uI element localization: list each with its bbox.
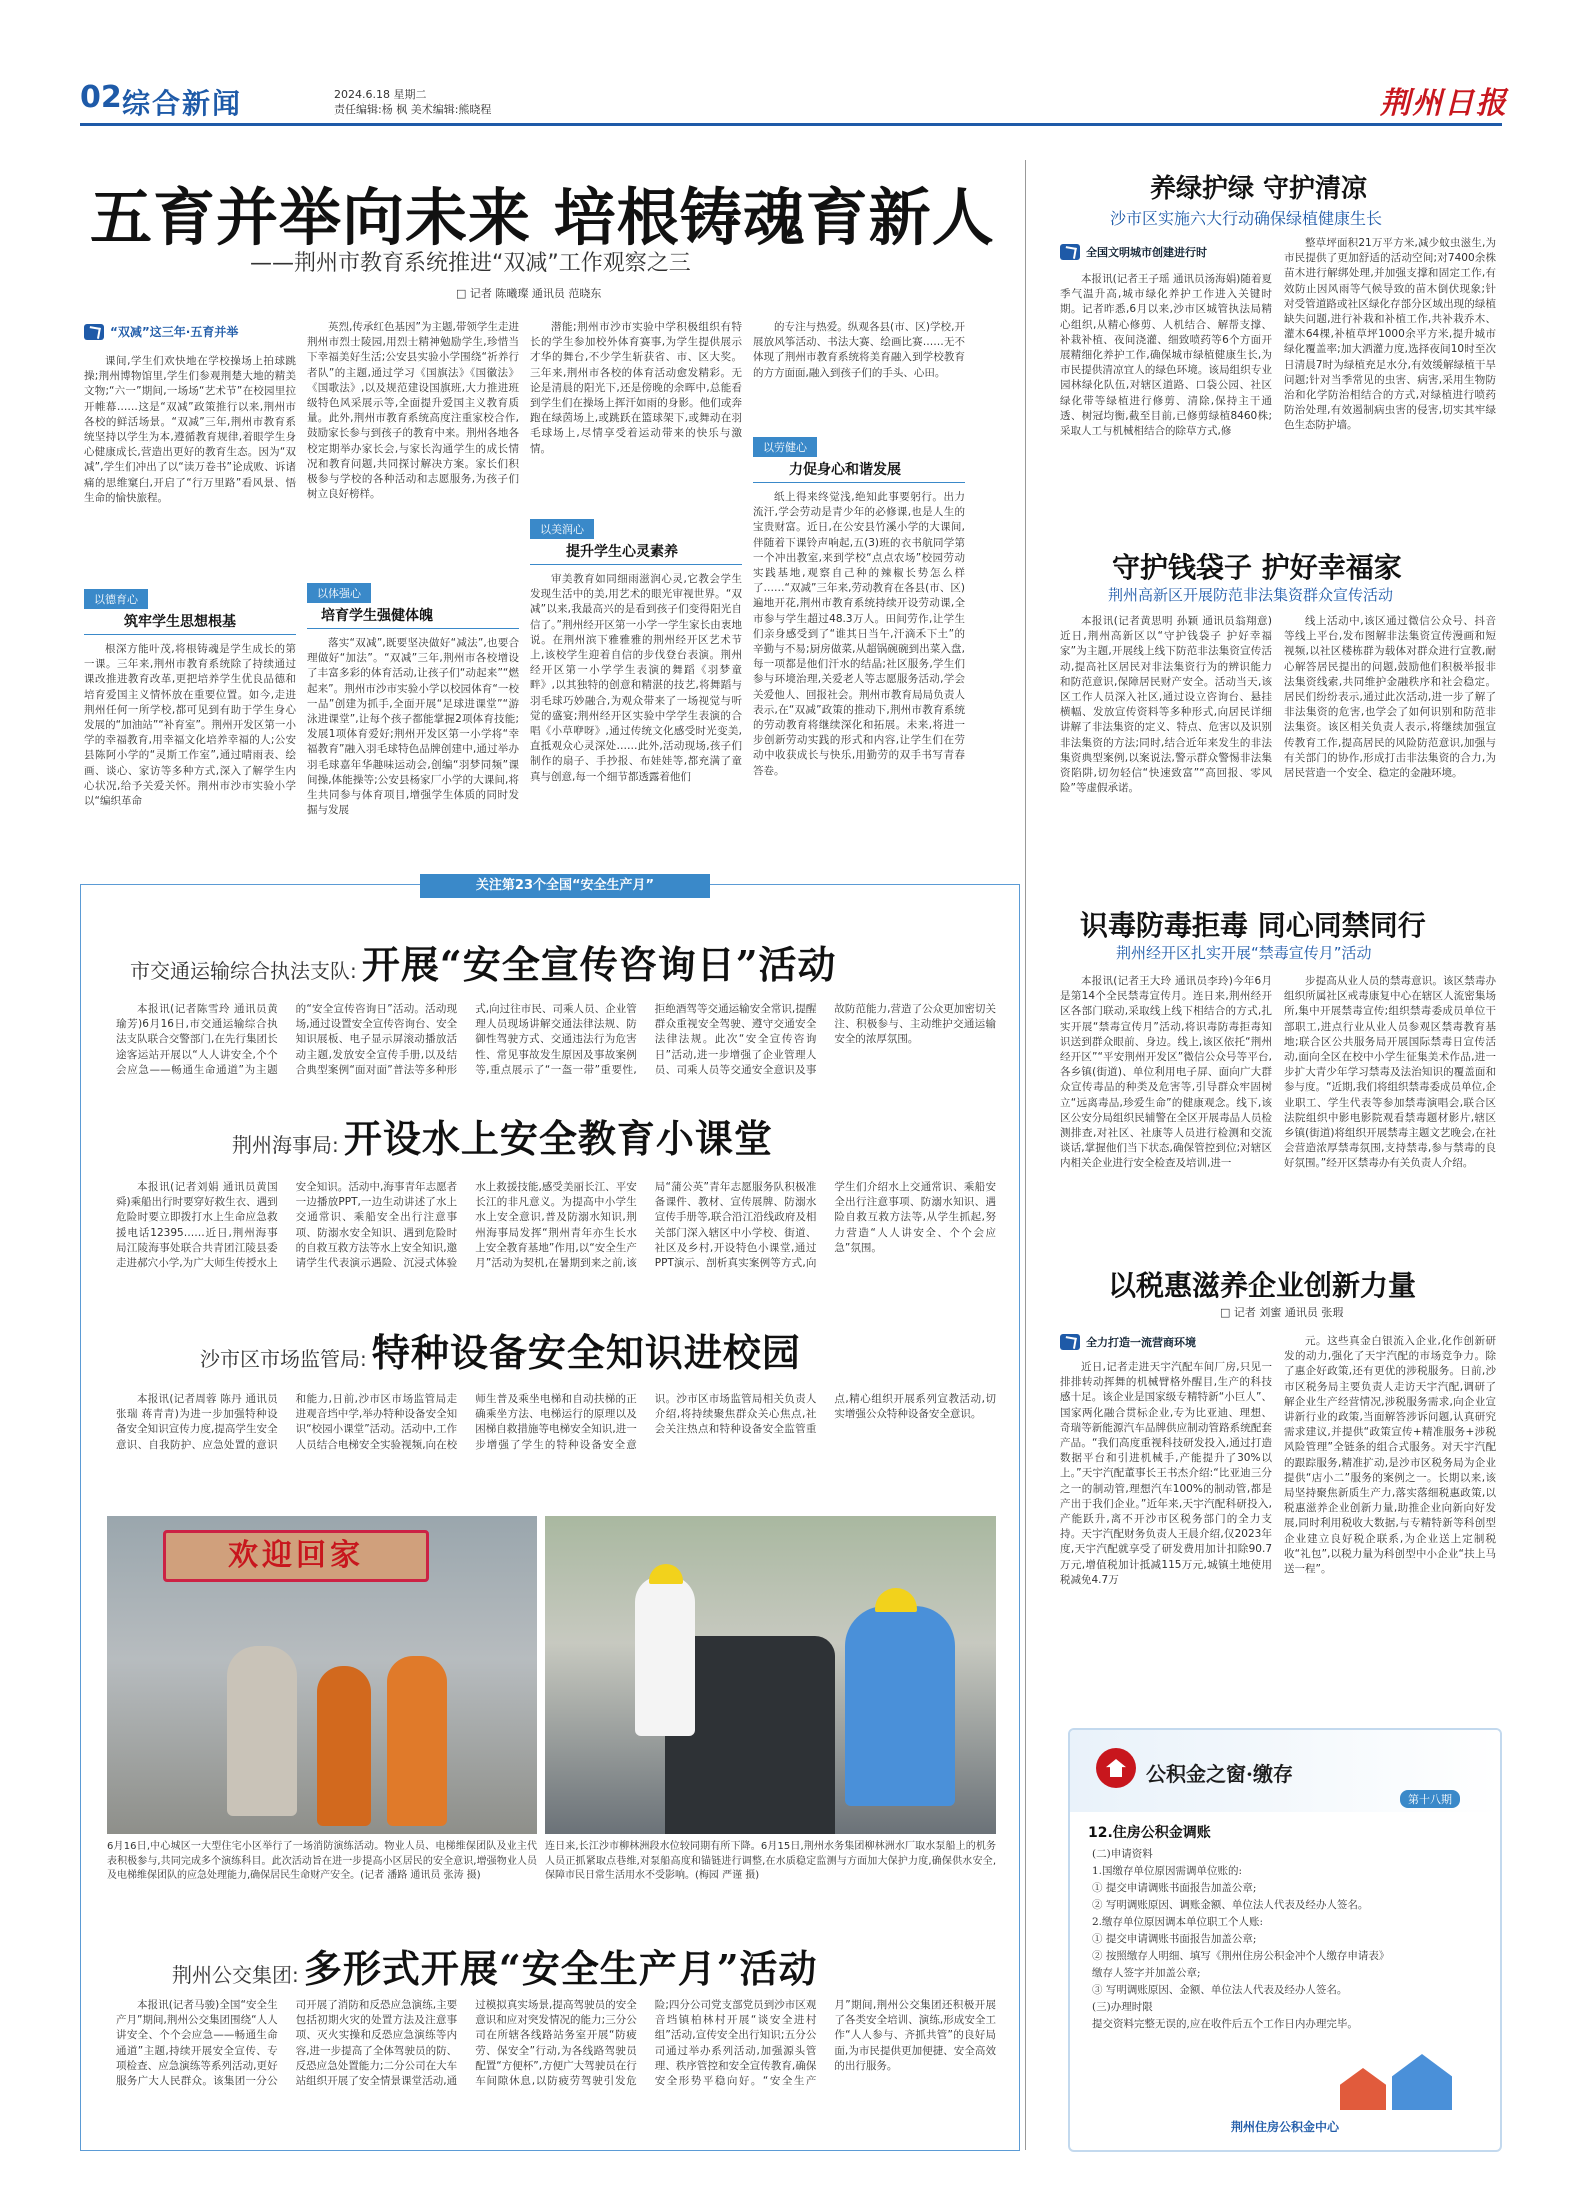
issue-date: 2024.6.18 星期二: [334, 88, 427, 101]
lead-col2-text: [307, 320, 519, 568]
lead-col2-paragraph2: 落实“双减”,既要坚决做好“减法”,也要合理做好“加法”。“双减”三年,荆州市各校增设了丰富多彩的体育活动,让孩子们“动起来”“燃起来”。荆州市沙市实验小学以校园体育“一校一品”创建为抓手,全面开展“足球进课堂”“游泳进课堂”,让每个孩子都能掌握2项体育技能;发展1项体育爱好;荆州开发区第一小学将“幸福教育”融入羽毛球特色品牌创建中,通过举办羽毛球嘉年华趣味运动会,创编“羽梦同频”课间操,体能操等;公安县杨家厂小学的大课间,将生共同参与体育项目,增强学生体质的同时发掘与发展: [307, 637, 519, 817]
lead-col3-paragraph: 潜能;荆州市沙市实验中学积极组织有特长的学生参加校外体育赛事,为学生提供展示才华的舞台,不少学生斩获省、市、区大奖。三年来,荆州市各校的体育活动愈发精彩。无论是清晨的阳光下,还是傍晚的余晖中,总能看到学生们在操场上挥汗如雨的身影。他们或奔跑在绿茵场上,或跳跃在篮球架下,或舞动在羽毛球场上,尽情享受着运动带来的快乐与激情。: [530, 321, 742, 455]
photo2-caption: 连日来,长江沙市柳林洲段水位较同期有所下降。6月15日,荆州水务集团柳林洲水厂取水泵船上的机务人员正抓紧取点巷维,对泵船高度和锚链进行调整,在水质稳定监测与方面加大保护力度,确保供水安全,保障市民日常生活用水不受影响。(梅园 严谨 摄): [545, 1841, 996, 1881]
masthead: [80, 78, 1510, 121]
fund-line: (二)申请资料: [1092, 1848, 1153, 1860]
r1-tag: [1060, 244, 1207, 260]
r3-subtitle: 荆州经开区扎实开展“禁毒宣传月”活动: [1116, 944, 1372, 962]
r2-text2: [1284, 614, 1496, 850]
r4-tag: [1060, 1334, 1196, 1350]
page-number: 02: [80, 80, 122, 115]
safety-banner: [420, 874, 710, 898]
article1-title: 开展“安全宣传咨询日”活动: [361, 942, 837, 987]
fund-episode: 第十八期: [1400, 1790, 1460, 1808]
lead-col1-text2: [84, 642, 296, 852]
fund-title: 公积金之窗·缴存: [1146, 1762, 1293, 1786]
article4-text: [116, 1998, 996, 2138]
fund-footer: 荆州住房公积金中心: [1230, 2120, 1339, 2134]
newspaper-tag-icon: [1060, 1334, 1080, 1350]
article2-heading: [232, 1108, 773, 1163]
fund-line: ① 提交申请调账书面报告加盖公章;: [1092, 1933, 1257, 1945]
fund-heading: 12.住房公积金调账: [1088, 1825, 1211, 1841]
article4-dept: 荆州公交集团:: [172, 1963, 299, 1987]
fund-line: 1.国缴存单位原因需调单位账的:: [1092, 1865, 1243, 1877]
photo1-caption: 6月16日,中心城区一大型住宅小区举行了一场消防演练活动。物业人员、电梯维保团队及业主代表积极参与,共同完成多个演练科目。此次活动旨在进一步提高小区居民的安全意识,增强物业人员及电梯维保团队的应急处理能力,确保居民生命财产安全。(记者 潘路 通讯员 张涛 摄): [107, 1841, 537, 1881]
subhead-1-title: 筑牢学生思想根基: [84, 609, 296, 635]
hard-hat-icon: [875, 1588, 917, 1612]
r3-paragraph1: 本报讯(记者王大玲 通讯员李玲)今年6月是第14个全民禁毒宣传月。连日来,荆州经开区各部门联动,采取线上线下相结合的方式,扎实开展“禁毒宣传月”活动,将识毒防毒拒毒知识送到群众眼前、身边。线上,该区依托“荆州经开区”“平安荆州开发区”微信公众号等平台,各乡镇(街道)、单位利用电子屏、面向广大群众宣传毒品的种类及危害等,引导群众牢固树立“远离毒品,珍爱生命”的健康观念。线下,该区公安分局组织民辅警在全区开展毒品人员检测排查,对社区、社康等人员进行检测和交流谈话,掌握他们当下状态,确保管控到位;对辖区内相关企业进行安全检查及培训,进一: [1060, 975, 1272, 1170]
lead-col2-paragraph: 英烈,传承红色基因”为主题,带领学生走进荆州市烈士陵园,用烈士精神勉励学生,珍惜当下幸福美好生活;公安县实验小学围绕“祈养行者队”的主题,通过学习《国旗法》《国徽法》《国歌法》,以及规范建设国旗班,大力推进班级特色风采展示等,全面提升爱国主义教育质量。此外,荆州市教育系统高度注重家校合作,鼓励家长参与到孩子的教育中来。荆州各地各校定期举办家长会,与家长沟通学生的成长情况和教育问题,共同探讨解决方案。家长们积极参与学校的各种活动和志愿服务,为孩子们树立良好榜样。: [307, 321, 519, 501]
lead-tag: [84, 323, 296, 340]
housing-fund-box: [1068, 1728, 1502, 2152]
fund-logo-icon: [1096, 1748, 1136, 1788]
r2-title: 守护钱袋子 护好幸福家: [1112, 551, 1402, 584]
newspaper-logo: 荆州日报: [1380, 86, 1508, 121]
welcome-home-sign: [163, 1530, 429, 1582]
r4-text1: [1060, 1360, 1272, 1702]
r1-paragraph1: 本报讯(记者王子瑶 通讯员汤海娟)随着夏季气温升高,城市绿化养护工作进入关键时期。记者昨悉,6月以来,沙市区城管执法局精心组织,从精心修剪、人机结合、解帮支撑、补栽补植、夜间浇灌、细致喷药等6个方面开展精细化养护工作,确保城市绿植健康生长,为市民提供清凉宜人的绿色环境。该局组织专业园林绿化队伍,对辖区道路、口袋公园、社区绿化带等绿植进行修剪、清除,保持主干通透、树冠均衡,截至目前,已修剪绿植8460株;采取人工与机械相结合的除草方式,修: [1060, 273, 1272, 438]
lead-col1-paragraph: 课间,学生们欢快地在学校操场上拍球跳操;荆州博物馆里,学生们参观荆楚大地的精美文物;“六一”期间,一场场“艺术节”在校园里拉开帷幕……这是“双减”政策推行以来,荆州市各校的鲜活场景。“双减”三年,荆州市教育系统坚持以学生为本,遵循教育规律,着眼学生身心健康成长,营造出更好的教育生态。因为“双减”,学生们冲出了以“读万卷书”论成败、诉诸痛的思维窠臼,开启了“行万里路”看风景、悟生命的愉快旅程。: [84, 355, 296, 504]
person-figure: [227, 1646, 297, 1816]
subhead-2: [307, 582, 519, 629]
r4-text2: [1284, 1334, 1496, 1702]
article4-paragraph: 本报讯(记者马骏)全国“安全生产月”期间,荆州公交集团围绕“人人讲安全、个个会应急——畅通生命通道”主题,持续开展安全宣传、专项检查、应急演练等系列活动,更好服务广大人民群众。该集团一分公司开展了消防和反恐应急演练,主要包括初期火灾的处置方法及注意事项、灭火实操和反恐应急演练等内容,进一步提高了全体驾驶员的防、反恐应急处置能力;二分公司在大车站组织开展了安全情景课堂活动,通过模拟真实场景,提高驾驶员的安全意识和应对突发情况的能力;三分公司在所辖各线路站务室开展“防疲劳、保安全”行动,为各线路驾驶员配置“方便杯”,方便广大驾驶员在行车间隙休息,以防疲劳驾驶引发危险;四分公司党支部党员到沙市区观音垱镇柏林村开展“谈安全进村组”活动,宣传安全出行知识;五分公司通过举办系列活动,加强源头管理、秩序管控和安全宣传教育,确保安全形势平稳向好。“安全生产月”期间,荆州公交集团还积极开展了各类安全培训、演练,形成安全工作“人人参与、齐抓共管”的良好局面,为市民提供更加便捷、安全高效的出行服务。: [116, 1999, 996, 2088]
article3-dept: 沙市区市场监管局:: [200, 1347, 367, 1371]
fund-line: 缴存人签字并加盖公章;: [1092, 1967, 1201, 1979]
r4-title: 以税惠滋养企业创新力量: [1108, 1269, 1417, 1302]
masthead-rule: [80, 123, 1502, 126]
hard-hat-icon: [649, 1564, 683, 1584]
subhead-1-tag: 以德育心: [84, 589, 148, 609]
article2-paragraph: 本报讯(记者刘娟 通讯员黄国舜)乘船出行时要穿好救生衣、遇到危险时要立即拨打水上生命应急救援电话12395……近日,荆州海事局江陵海事处联合共青团江陵县委走进郝穴小学,为广大师生传授水上安全知识。活动中,海事青年志愿者一边播放PPT,一边生动讲述了水上交通常识、乘船安全出行注意事项、防溺水安全知识、遇到危险时的自救互救方法等水上安全知识,邀请学生代表演示遇险、沉浸式体验水上救援技能,感受美丽长江、平安长江的非凡意义。为提高中小学生水上安全意识,普及防溺水知识,荆州海事局发挥“荆州青年亦生长水上安全教育基地”作用,以“安全生产月”活动为契机,在暑期到来之前,该局“蒲公英”青年志愿服务队积极准备课件、教材、宣传展牌、防溺水宣传手册等,联合沿江沿线政府及相关部门深入辖区中小学校、街道、社区及乡村,开设特色小课堂,通过PPT演示、剖析真实案例等方式,向学生们介绍水上交通常识、乘船安全出行注意事项、防溺水知识、遇险自救互救方法等,从学生抓起,努力营造“人人讲安全、个个会应急”氛围。: [116, 1181, 996, 1270]
r4-byline: □ 记者 刘蜜 通讯员 张瑕: [1220, 1306, 1344, 1319]
lead-col4-paragraph2: 纸上得来终觉浅,绝知此事要躬行。出力流汗,学会劳动是青少年的必修课,也是人生的宝贵财富。近日,在公安县竹溪小学的大课间,伴随着下课铃声响起,五(3)班的衣书航同学第一个冲出教室,来到学校“点点农场”校园劳动实践基地,观察自己种的辣椒长势怎么样了……“双减”三年来,劳动教育在各县(市、区)遍地开花,荆州市教育系统持续开设劳动课,全市参与学生超过48.3万人。田间劳作,让学生们亲身感受到了“谁其日当午,汗滴禾下土”的辛勤与不易;厨房做菜,从超锅碗碗到出菜入盘,每一项都是他们汗水的结晶;社区服务,学生们参与环境治理,关爱老人等志愿服务活动,学会关爱他人、回报社会。荆州市教育局局负责人表示,在“双减”政策的推动下,荆州市教育系统的劳动教育将继续深化和拓展。未来,将进一步创新劳动实践的形式和内容,让学生们在劳动中收获成长与快乐,用勤劳的双手书写青春答卷。: [753, 491, 965, 777]
r1-paragraph2: 整草坪面积21万平方米,减少蚊虫滋生,为市民提供了更加舒适的活动空间;对7400余株苗木进行解绑处理,并加强支撑和固定工作,有效防止因风雨等气候导致的苗木倒伏现象;针对受管道路或社区绿化存部分区域出现的绿植缺失问题,进行补栽和补植工作,共补栽乔木、灌木64棵,补植草坪1000余平方米,提升城市绿化覆盖率;加大洒灌力度,选择夜间10时至次日清晨7时为绿植充足水分,有效缓解绿植干旱问题;针对当季常见的虫害、病害,采用生物防治和化学防治相结合的方式,对绿植进行喷药防治处理,有效遏制病虫害的侵害,切实其牢绿色生态防护墙。: [1284, 237, 1496, 432]
article3-title: 特种设备安全知识进校园: [371, 1330, 801, 1375]
lead-col1-paragraph2: 根深方能叶茂,将根铸魂是学生成长的第一课。三年来,荆州市教育系统除了持续通过课改推进教育改革,更把培养学生优良品德和培育爱国主义情怀放在重要位置。如今,走进荆州任何一所学校,都可见到有助于学生身心发展的“加油站”“补育室”。荆州开发区第一小学的幸福教育,用幸福文化培养幸福的人;公安县陈阿小学的“灵斯工作室”,通过晴雨表、绘画、谈心、家访等多种方式,深入了解学生内心状况,给予关爱关怀。荆州市沙市实验小学以“编织革命: [84, 643, 296, 808]
r1-text1: [1060, 272, 1272, 512]
newspaper-tag-icon: [1060, 244, 1080, 260]
r3-title: 识毒防毒拒毒 同心同禁同行: [1080, 909, 1426, 942]
r2-paragraph1: 本报讯(记者黄思明 孙颖 通讯员翁翔意)近日,荆州高新区以“守护钱袋子 护好幸福家”为主题,开展线上线下防范非法集资宣传活动,提高社区居民对非法集资行为的辨识能力和防范意识,保障居民财产安全。活动当天,该区工作人员深入社区,通过设立咨询台、悬挂横幅、发放宣传资料等多种形式,向居民详细讲解了非法集资的定义、特点、危害以及识别非法集资的方法;同时,结合近年来发生的非法集资典型案例,以案说法,警示群众警惕非法集资陷阱,切勿轻信“快速致富”“高回报、零风险”等虚假承诺。: [1060, 615, 1272, 795]
fund-line: ② 按照缴存人明细、填写《荆州住房公积金冲个人缴存申请表》: [1092, 1950, 1390, 1962]
article3-text: [116, 1392, 996, 1504]
worker-figure: [845, 1606, 955, 1806]
article2-dept: 荆州海事局:: [232, 1133, 339, 1157]
lead-col4-text2: [753, 490, 965, 852]
r2-paragraph2: 线上活动中,该区通过微信公众号、抖音等线上平台,发布图解非法集资宣传漫画和短视频,以社区楼栋群为载体对群众进行宣教,耐心解答居民提出的问题,鼓励他们积极举报非法集资线索,共同维护金融秩序和社会稳定。居民们纷纷表示,通过此次活动,进一步了解了非法集资的危害,也学会了如何识别和防范非法集资。该区相关负责人表示,将继续加强宣传教育工作,提高居民的风险防范意识,加强与有关部门的协作,形成打击非法集资的合力,为居民营造一个安全、稳定的金融环境。: [1284, 615, 1496, 780]
fire-drill-photo: [107, 1516, 537, 1834]
lead-byline: □ 记者 陈曦璨 通讯员 范晓东: [456, 287, 602, 300]
article4-heading: [172, 1938, 818, 1993]
subhead-3-tag: 以美润心: [530, 519, 594, 539]
fund-line: 2.缴存单位原因调本单位职工个人账:: [1092, 1916, 1264, 1928]
fund-line: ② 写明调账原因、调账金额、单位法人代表及经办人签名。: [1092, 1899, 1369, 1911]
subhead-3-title: 提升学生心灵素养: [530, 539, 742, 565]
lead-title: 五育并举向未来 培根铸魂育新人: [90, 181, 995, 254]
worker-figure: [635, 1576, 695, 1736]
r3-text1: [1060, 974, 1272, 1232]
subhead-2-tag: 以体强心: [307, 583, 371, 603]
article1-dept: 市交通运输综合执法支队:: [130, 959, 357, 983]
newspaper-tag-icon: [84, 324, 104, 340]
r1-text2: [1284, 236, 1496, 512]
article2-title: 开设水上安全教育小课堂: [343, 1116, 773, 1161]
lead-tag-label: “双减”这三年·五育并举: [110, 325, 239, 339]
r1-title: 养绿护绿 守护清凉: [1150, 174, 1368, 204]
firefighter-figure: [387, 1656, 447, 1826]
subhead-4: [753, 436, 965, 483]
safety-banner-label: 关注第23个全国“安全生产月”: [475, 878, 655, 893]
firefighter-figure: [317, 1666, 371, 1826]
fund-line: ① 提交申请调账书面报告加盖公章;: [1092, 1882, 1257, 1894]
article1-heading: [130, 934, 837, 989]
article4-title: 多形式开展“安全生产月”活动: [303, 1946, 818, 1991]
r4-paragraph1: 近日,记者走进天宇汽配车间厂房,只见一排排转动挥舞的机械臂格外醒目,生产的科技感十足。该企业是国家级专精特新“小巨人”、国家两化融合贯标企业,专为比亚迪、理想、奇瑞等新能源汽车品牌供应制动管路系统配套产品。“我们高度重视科技研发投入,通过打造数据平台和引进机械手,产能提升了30%以上。”天宇汽配董事长王书杰介绍:“比亚迪三分之一的制动管,理想汽车100%的制动管,都是产出于我们企业。”近年来,天宇汽配科研投入,产能跃升,离不开沙市区税务部门的全力支持。天宇汽配财务负责人王晨介绍,仅2023年度,天宇汽配就享受了研发费用加计扣除90.7万元,增值税加计抵减115万元,城镇土地使用税减免4.7万: [1060, 1361, 1272, 1586]
fund-line: ③ 写明调账原因、金额、单位法人代表及经办人签名。: [1092, 1984, 1348, 1996]
article3-heading: [200, 1322, 801, 1377]
subhead-3: [530, 518, 742, 565]
subhead-4-tag: 以劳健心: [753, 437, 817, 457]
column-divider: [1025, 160, 1026, 2150]
subhead-4-title: 力促身心和谐发展: [753, 457, 965, 483]
article1-paragraph: 本报讯(记者陈雪玲 通讯员黄瑜芳)6月16日,市交通运输综合执法支队联合交警部门,在先行集团长途客运站开展以“人人讲安全,个个会应急——畅通生命通道”为主题的“安全宣传咨询日”活动。活动现场,通过设置安全宣传咨询台、安全知识展板、电子显示屏滚动播放活动主题,发放安全宣传手册,以及结合典型案例“面对面”普法等多种形式,向过往市民、司乘人员、企业管理人员现场讲解交通法律法规、防御性驾驶方式、交通违法行为危害性、常见事故发生原因及事故案例等,重点展示了“一盔一带”重要性,拒绝酒驾等交通运输安全常识,提醒群众重视安全驾驶、遵守交通安全法律法规。此次“安全宣传咨询日”活动,进一步增强了企业管理人员、司乘人员等交通安全意识及事故防范能力,营造了公众更加密切关注、积极参与、主动维护交通运输安全的浓厚氛围。: [116, 1003, 996, 1076]
lead-col3-paragraph2: 审美教育如同细雨滋润心灵,它教会学生发现生活中的美,用艺术的眼光审视世界。“双减”以来,我最高兴的是看到孩子们变得阳光自信了。”荆州经开区第一小学一学生家长由衷地说。在荆州滨下雅雅雅的荆州经开区艺术节上,该校学生迎着自信的步伐登台表演。荆州经开区第一小学学生表演的舞蹈《羽梦童畔》,以其独特的创意和精湛的技艺,将舞蹈与羽毛球巧妙融合,为观众带来了一场视觉与听觉的盛宴;荆州经开区实验中学学生表演的合唱《小草咿呀》,通过传统文化感受时光变美,直抵观众心灵深处……此外,活动现场,孩子们制作的扇子、手抄报、布娃娃等,都充满了童真与创意,每一个细节都透露着他们: [530, 573, 742, 783]
subhead-1: [84, 588, 296, 635]
lead-col4-text: [753, 320, 965, 432]
r1-subtitle: 沙市区实施六大行动确保绿植健康生长: [1110, 209, 1383, 228]
subhead-2-title: 培育学生强健体魄: [307, 603, 519, 629]
fund-line: 提交资料完整无误的,应在收件后五个工作日内办理完毕。: [1092, 2018, 1358, 2030]
lead-col3-text2: [530, 572, 742, 852]
r2-text1: [1060, 614, 1272, 850]
lead-subtitle: ——荆州市教育系统推进“双减”工作观察之三: [250, 251, 691, 276]
editor-credit: 责任编辑:杨 枫 美术编辑:熊晓程: [334, 103, 492, 116]
r2-subtitle: 荆州高新区开展防范非法集资群众宣传活动: [1108, 586, 1394, 604]
fund-line: (三)办理时限: [1092, 2001, 1153, 2013]
fund-house-illustration: [1320, 2050, 1480, 2110]
lead-col2-text2: [307, 636, 519, 852]
article3-paragraph: 本报讯(记者周蓉 陈丹 通讯员张瑞 蒋青青)为进一步加强特种设备安全知识宣传力度,提高学生安全意识、自我防护、应急处置的意识和能力,日前,沙市区市场监管局走进观音垱中学,举办特种设备安全知识“校园小课堂”活动。活动中,工作人员结合电梯安全实验视频,向在校师生普及乘坐电梯和自动扶梯的正确乘坐方法、电梯运行的原理以及困梯自救措施等电梯安全知识,进一步增强了学生的特种设备安全意识。沙市区市场监管局相关负责人介绍,将持续聚焦群众关心焦点,社会关注热点和特种设备安全监管重点,精心组织开展系列宣教活动,切实增强公众特种设备安全意识。: [116, 1393, 996, 1451]
r4-paragraph2: 元。这些真金白银流入企业,化作创新研发的动力,强化了天宇汽配的市场竞争力。除了惠企好政策,还有更优的涉税服务。日前,沙市区税务局主要负责人走访天宇汽配,调研了解企业生产经营情况,涉税服务需求,向企业宣讲新行业的政策,当面解答涉诉问题,认真研究需求建议,并提供“政策宣传+精准服务+涉税风险管理”全链条的组合式服务。对天宇汽配的跟踪服务,精准扩动,是沙市区税务局为企业提供“店小二”服务的案例之一。长期以来,该局坚持聚焦新质生产力,落实落细税惠政策,以税惠滋养企业创新力量,助推企业向新向好发展,同时利用税收大数据,与专精特新等科创型企业建立良好税企联系,为企业送上定制税收“礼包”,以税力量为科创型中小企业“扶上马送一程”。: [1284, 1335, 1496, 1576]
lead-col4-paragraph: 的专注与热爱。纵观各县(市、区)学校,开展放风筝活动、书法大赛、绘画比赛……无不体现了荆州市教育系统将美育融入到学校教育的方方面面,融入到孩子们的手头、心田。: [753, 321, 965, 379]
r3-paragraph2: 步提高从业人员的禁毒意识。该区禁毒办组织所属社区戒毒康复中心在辖区人流密集场所,集中开展禁毒宣传;组织禁毒委成员单位干部职工,进点行业从业人员参观区禁毒教育基地;联合区公共服务局开展国际禁毒日宣传活动,面向全区在校中小学生征集美术作品,进一步扩大青少年学习禁毒及法治知识的覆盖面和参与度。“近期,我们将组织禁毒委成员单位,企业职工、学生代表等参加禁毒演唱会,联合区法院组织中影电影院观看禁毒题材影片,辖区乡镇(街道)将组织开展禁毒主题文艺晚会,在社会营造浓厚禁毒氛围,支持禁毒,参与禁毒的良好氛围。”经开区禁毒办有关负责人介绍。: [1284, 975, 1496, 1170]
welcome-home-text: 欢迎回家: [228, 1538, 364, 1573]
lead-col3-text: [530, 320, 742, 512]
lead-col1-text: [84, 354, 296, 580]
article2-text: [116, 1180, 996, 1328]
fund-lines: [1092, 1846, 1482, 2033]
r3-text2: [1284, 974, 1496, 1232]
r1-tag-label: 全国文明城市创建进行时: [1086, 246, 1207, 259]
section-name: 综合新闻: [122, 87, 243, 120]
pump-boat-photo: [545, 1516, 996, 1834]
r4-tag-label: 全力打造一流营商环境: [1086, 1336, 1196, 1349]
